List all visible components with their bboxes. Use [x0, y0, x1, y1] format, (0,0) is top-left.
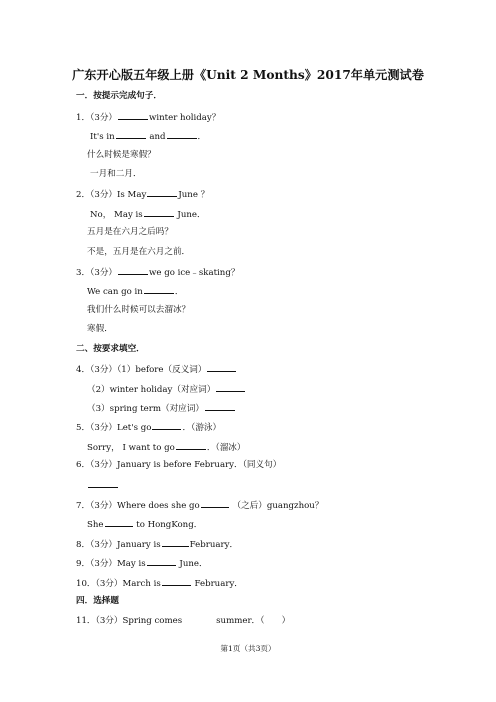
question-1-cn-answer: 一月和二月． — [90, 169, 142, 179]
q4-prefix: 4．（3分）（1）before（反义词） — [76, 365, 207, 375]
question-2-cn-answer: 不是，五月是在六月之前． — [87, 247, 191, 257]
q1a-blank-1[interactable] — [116, 130, 146, 139]
q1a-and: and — [149, 132, 166, 142]
q4b-prefix: （2）winter holiday（对应词） — [87, 385, 216, 395]
question-4-part-3 — [87, 402, 236, 415]
question-8 — [76, 538, 238, 551]
q3-text: we go ice﹣skating？ — [149, 268, 240, 278]
q7-prefix: 7．（3分）Where does she go — [76, 501, 200, 511]
q7a-blank[interactable] — [105, 518, 133, 527]
question-2-cn-question: 五月是在六月之后吗？ — [87, 227, 173, 237]
q1-blank[interactable] — [118, 111, 148, 120]
q10-prefix: 10．（3分）March is — [76, 579, 161, 589]
q3-prefix: 3．（3分） — [76, 268, 118, 278]
question-10 — [76, 577, 243, 590]
q4-blank-2[interactable] — [216, 383, 245, 392]
section-4-heading: 四．选择题 — [76, 596, 119, 606]
q7-text: （之后）guangzhou？ — [232, 501, 324, 511]
question-2 — [76, 188, 209, 201]
q5a-prefix: Sorry， I want to go — [87, 443, 175, 453]
question-4-part-2 — [87, 383, 246, 396]
question-5 — [76, 421, 221, 434]
question-1-cn-question: 什么时候是寒假？ — [87, 150, 156, 160]
q10-blank[interactable] — [162, 577, 191, 586]
question-7-answer-line — [87, 518, 202, 531]
q5a-hint: ．（溜冰） — [206, 443, 246, 453]
q5-hint: ．（游泳） — [182, 423, 222, 433]
q4-blank-1[interactable] — [207, 363, 236, 372]
page-title: 广东开心版五年级上册《Unit 2 Months》2017年单元测试卷 — [72, 68, 424, 82]
q8-blank[interactable] — [162, 538, 189, 547]
section-1-heading: 一．按提示完成句子． — [76, 91, 162, 101]
q5-prefix: 5．（3分）Let's go — [76, 423, 152, 433]
q5a-blank[interactable] — [176, 441, 206, 450]
q1-text: winter holiday？ — [149, 113, 221, 123]
q11-text: summer．（ ） — [216, 616, 291, 626]
q8-prefix: 8．（3分）January is — [76, 540, 161, 550]
q3a-blank[interactable] — [144, 285, 174, 294]
q2a-text: June． — [177, 210, 206, 220]
q2-prefix: 2．（3分）Is May — [76, 190, 147, 200]
q9-text: June． — [179, 559, 208, 569]
q1-prefix: 1．（3分） — [76, 113, 118, 123]
q9-blank[interactable] — [147, 557, 176, 566]
q9-prefix: 9．（3分）May is — [76, 559, 146, 569]
q7-blank[interactable] — [201, 499, 229, 508]
q11-prefix: 11．（3分）Spring comes — [76, 616, 183, 626]
question-3-answer-line — [87, 285, 183, 298]
section-2-heading: 二、按要求填空． — [76, 344, 145, 354]
q6-blank[interactable] — [88, 479, 118, 488]
q3a-end: ． — [174, 287, 184, 297]
question-6-answer-line — [87, 479, 119, 492]
q3-blank[interactable] — [118, 266, 148, 275]
question-3-cn-question: 我们什么时候可以去溜冰？ — [87, 305, 191, 315]
q4c-prefix: （3）spring term（对应词） — [87, 404, 204, 414]
question-11 — [76, 616, 290, 627]
q1a-end: ． — [197, 132, 207, 142]
q2-text: June ？ — [178, 190, 210, 200]
q2-blank[interactable] — [147, 188, 177, 197]
question-4 — [76, 363, 237, 376]
question-9 — [76, 557, 208, 570]
q2a-blank[interactable] — [144, 208, 174, 217]
q8-text: February． — [189, 540, 239, 550]
question-2-answer-line — [90, 208, 206, 221]
question-3-cn-answer: 寒假． — [87, 324, 113, 334]
q5-blank[interactable] — [152, 421, 181, 430]
q4-blank-3[interactable] — [205, 402, 235, 411]
q7a-prefix: She — [87, 520, 104, 530]
question-3 — [76, 266, 239, 279]
q10-text: February． — [194, 579, 243, 589]
page-footer: 第1页（共3页） — [220, 644, 276, 653]
question-7 — [76, 499, 323, 512]
q1a-blank-2[interactable] — [167, 130, 197, 139]
q2a-prefix: No， May is — [90, 210, 143, 220]
question-1-answer-line — [90, 130, 206, 143]
question-1 — [76, 111, 220, 124]
q3a-prefix: We can go in — [87, 287, 143, 297]
q7a-text: to HongKong． — [136, 520, 203, 530]
q1a-prefix: It's in — [90, 132, 115, 142]
question-5-answer-line — [87, 441, 246, 454]
question-6: 6．（3分）January is before February．（同义句） — [76, 460, 282, 470]
